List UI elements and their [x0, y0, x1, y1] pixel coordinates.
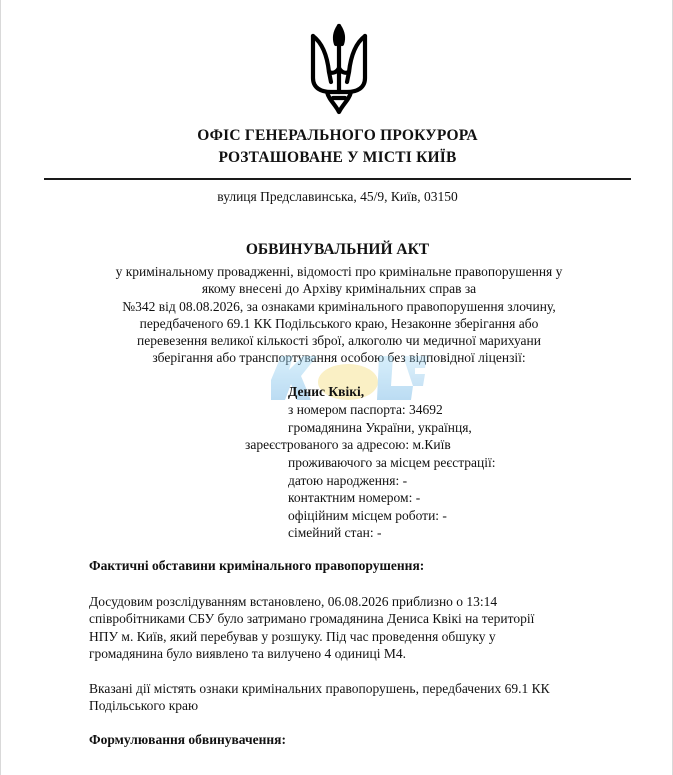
intro-paragraph: [89, 263, 589, 367]
intro-line: перевезення великої кількості зброї, алкоголю чи медичної марихуани: [137, 333, 541, 349]
paragraph-line: Подільського краю: [89, 698, 199, 714]
facts-heading: Фактичні обставини кримінального правопорушення:: [89, 558, 425, 573]
accused-passport: з номером паспорта: 34692: [288, 402, 443, 417]
intro-line: зберігання або транспортування особою без відповідної ліцензії:: [152, 350, 526, 366]
accused-birthdate: датою народження: -: [288, 473, 408, 488]
qualification-paragraph: [89, 680, 589, 715]
office-title-line2: РОЗТАШОВАНЕ У МІСТІ КИЇВ: [218, 149, 457, 166]
facts-paragraph: [89, 593, 589, 662]
document-title: ОБВИНУВАЛЬНИЙ АКТ: [245, 241, 430, 258]
accused-registration: зареєстрованого за адресою: м.Київ: [245, 437, 451, 452]
accused-citizenship: громадянина України, українця,: [288, 420, 472, 435]
accused-family-status: сімейний стан: -: [288, 525, 382, 540]
header-divider: [44, 178, 631, 180]
office-title-line1: ОФІС ГЕНЕРАЛЬНОГО ПРОКУРОРА: [197, 127, 478, 144]
accused-phone: контактним номером: -: [288, 490, 421, 505]
office-address: вулиця Предславинська, 45/9, Київ, 03150: [217, 189, 458, 204]
paragraph-line: Вказані дії містять ознаки кримінальних правопорушень, передбачених 69.1 КК: [89, 681, 550, 696]
charge-heading: Формулювання обвинувачення:: [89, 732, 286, 747]
intro-line: у кримінальному провадженні, відомості про кримінальне правопорушення у: [115, 264, 563, 279]
intro-line: якому внесені до Архіву кримінальних справ за: [201, 281, 477, 297]
accused-name: Денис Квікі,: [288, 384, 365, 399]
paragraph-line: Досудовим розслідуванням встановлено, 06.08.2026 приблизно о 13:14: [89, 594, 498, 609]
intro-line: передбаченого 69.1 КК Подільського краю, Незаконне зберігання або: [139, 315, 539, 331]
paragraph-line: громадянина було виявлено та вилучено 4 одиниці М4.: [89, 645, 406, 661]
intro-line: №342 від 08.08.2026, за ознаками кримінального правопорушення злочину,: [122, 298, 556, 314]
paragraph-line: НПУ м. Київ, який перебував у розшуку. Під час проведення обшуку у: [89, 628, 496, 644]
trident-emblem-icon: [307, 20, 371, 116]
paragraph-line: співробітниками СБУ було затримано громадянина Дениса Квікі на території: [89, 611, 535, 627]
accused-workplace: офіційним місцем роботи: -: [288, 508, 447, 523]
accused-residence: проживаючого за місцем реєстрації:: [288, 455, 496, 470]
